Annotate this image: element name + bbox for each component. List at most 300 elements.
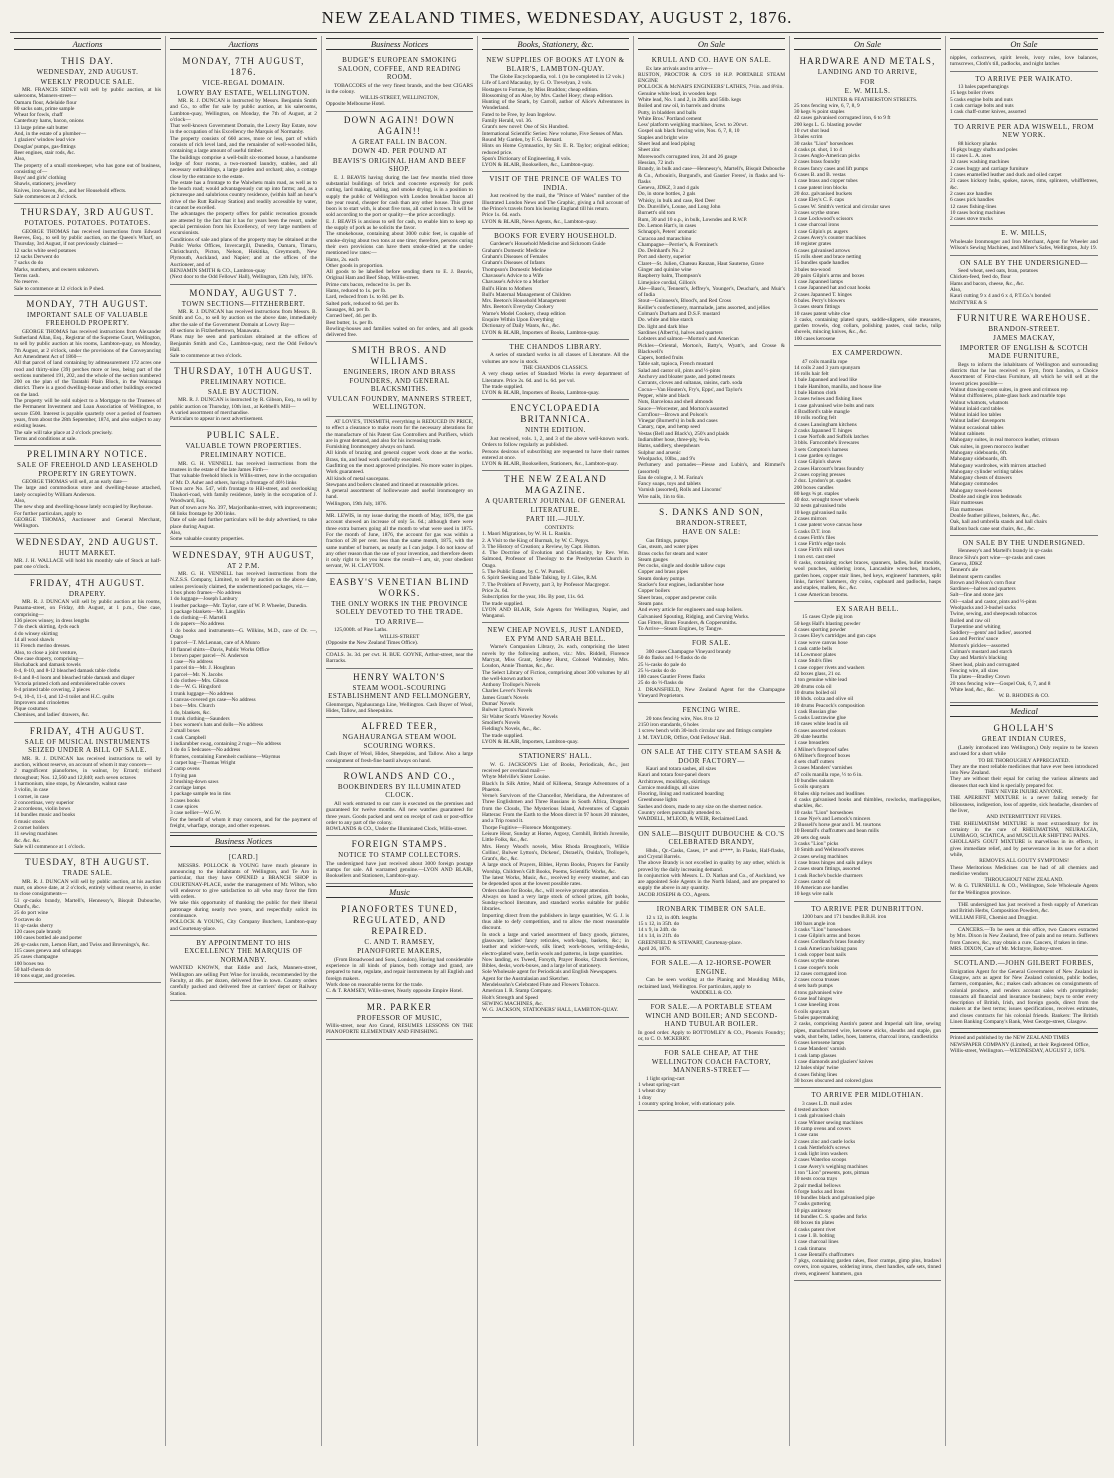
ad-line: 10 cwt shot lead (794, 127, 830, 134)
advertisement (326, 999, 473, 1040)
ad-line: 1 country spring broker, with stationary pole. (638, 1101, 736, 1107)
ad-line: 15 kegs boiler rivets (950, 90, 994, 97)
ad-heading: NOTICE TO STAMP COLLECTORS. (338, 851, 461, 860)
ad-line: Now landing, ex Tweed, Forsyth, Prayer Books, Church Services, Bibles, desks, work-boxes, and a large lot of stationery. (482, 956, 629, 970)
ad-line: MR. R. J. DUNCAN is instructed by R. Gibson, Esq., to sell by public auction on Thursday, 10th inst., at Kebbell's Mill— (170, 397, 317, 410)
ad-line: THE undersigned has just received a fresh supply of American and British Herbs, Composition Powders, &c. (950, 902, 1098, 915)
ad-line: Canterbury hams, bacon, onions (14, 118, 84, 125)
ad-line: 1 cask Roche's buckle charmers (794, 872, 863, 879)
ad-line: LYON & BLAIR, Booksellers, &c., Lambton-quay. (482, 162, 594, 169)
ad-line: POLLOCK & McNAB'S ENGINEERS' LATHES, 7½in. and 8½in. (638, 84, 784, 91)
ad-line: Sheet zinc (638, 147, 661, 154)
ad-line: C. & T. RAMSEY, Willis-street, Nearly opposite Empire Hotel. (326, 988, 463, 995)
ad-line: Champagne—Perrier's, & Freminet's (638, 241, 718, 248)
ad-line: Smollett's Novels (482, 719, 520, 726)
column-5 (634, 36, 790, 1446)
ad-line: Boiled and raw oil (950, 617, 990, 624)
ad-line: Graham's Domestic Medicine (482, 247, 547, 254)
ad-line: Country orders punctually attended to. (638, 810, 722, 817)
ad-line: 10 cases white lead in oil (794, 721, 849, 728)
ad-line: Marks, numbers, and owners unknown. (14, 266, 100, 273)
ad-line: Terms cash. (14, 272, 40, 279)
ad-line: 1 cask galvanised chain (794, 1113, 846, 1120)
ad-line: 3 casks, containing plated spurs, saddle-slippers, side measures, garden trowels, dog collars, polishing pastes, coal tacks, tulip shovels, mincing knives, &c., &c. (794, 316, 941, 336)
ad-line: 14 coils 2 and 3 yarn spunyarn (794, 364, 861, 371)
advertisement (950, 900, 1098, 925)
ad-line: Woolpacks and 3-bushel sacks (950, 605, 1016, 611)
ad-line: J. M. TAYLOR, Office, Odd Fellows' Hall. (638, 734, 731, 741)
ad-line: 10 cases patent white cloe (794, 310, 851, 317)
ad-line: 14 bundles music and books (14, 812, 76, 819)
ad-line: Hams, saddlery, sheepshears (638, 443, 700, 450)
ad-line: No reserve. (14, 279, 39, 286)
ad-line: Work done on reasonable terms for the trade. (326, 981, 424, 988)
ad-heading: DRAPERY. (68, 589, 107, 598)
ad-line: 1 do do 5 bedcases—No address (170, 747, 241, 754)
ad-line: Corned beef, 4d. per lb. (326, 313, 378, 320)
ad-line: 1 do, blankets, &c. (170, 709, 211, 716)
ad-line: 2 cases mirrors (794, 516, 827, 522)
ad-line: Stout—Guinness's, Blood's, and Red Cross (638, 298, 731, 305)
ad-line: 1 parcel tin—Mr. J. Houghton (170, 665, 235, 672)
ad-heading: E. W. MILLS, (1001, 229, 1047, 238)
ad-line: Boiled and raw oil, in barrels and drums (638, 103, 725, 110)
ad-heading: FOR SALE.—A 12-HORSE-POWER ENGINE. (651, 959, 772, 976)
ad-line: Mahogany towel-horses (950, 487, 1002, 494)
ad-line: Wire nails, 1in to 6in. (638, 493, 685, 500)
advertisement (794, 1088, 941, 1281)
ad-line: 1 cornet, in case (14, 793, 50, 800)
ad-line: 4 sets chaff cutters (794, 759, 835, 766)
ad-heading: ON SALE BY THE UNDERSIGNED— (960, 258, 1088, 267)
ad-line: Prime cuts bacon, reduced to 1s. per lb. (326, 281, 412, 288)
ad-line: 42 cases galvanised corrugated iron, 6 to 9 ft (794, 115, 891, 122)
ad-line: To Arrive—Steam Engines, by Tangye. (638, 626, 723, 633)
masthead-rule (10, 32, 1104, 33)
ad-line: 42 boxes glass, 21 oz. (794, 671, 842, 678)
ad-line: 1 do clothing—F. Martelli (170, 615, 227, 622)
ad-heading: EX SARAH BELL. (836, 604, 899, 613)
ad-heading: TO ARRIVE— (375, 617, 424, 626)
ad-line: 40 doz. wrought tower wheels (794, 497, 860, 504)
ad-line: 10 cases boring machines (950, 209, 1006, 216)
ad-line: 47 coils manilla rope (802, 358, 848, 365)
ad-line: 2 cases Harcourt's brass foundry (794, 465, 864, 472)
ad-line: LYON & BLAIR, Importers of Books, Lambton-quay. (482, 329, 600, 336)
ad-heading: A GREAT FALL IN BACON. (351, 137, 448, 146)
ad-line: 15 cases Clyde pig iron (802, 614, 853, 621)
ad-heading: PROFESSOR OF MUSIC, (356, 1013, 443, 1022)
ad-line: nipples, corkscrews, spirit levels, ivory rules, love balances, turnscrews, Cloth's till, padlocks, and night latches (950, 55, 1098, 68)
ad-line: 20 drums cola oil (794, 683, 832, 690)
ad-heading: HARDWARE AND METALS, (799, 56, 936, 66)
advertisement (638, 53, 785, 504)
ad-line: Saddlery—gents' and ladies', assorted (950, 630, 1032, 637)
ad-line: 51 qr-casks brandy, Martell's, Hennessy's, Bisquit Dubouche, Otard's, &c. (14, 897, 161, 910)
ad-line: 2 cases stove trucks (950, 216, 993, 223)
advertisement (950, 720, 1098, 900)
column-7 (946, 36, 1102, 1446)
ad-line: 4 casks patent rivet (794, 1226, 836, 1233)
ad-line: Price 2s. 6d. (482, 587, 509, 594)
ad-line: Sir Walter Scott's Waverley Novels (482, 713, 558, 720)
advertisement (950, 72, 1098, 120)
ad-heading: VICE-REGAL DOMAIN. (201, 79, 285, 87)
ad-line: Other goods in proportion. (326, 262, 384, 269)
ad-line: Dictionary of Daily Wants, &c., &c. (482, 323, 561, 330)
ad-line: 3 cases twines and fishing lines (794, 396, 862, 403)
ad-line: 14 bundles C. S. spades and forks (794, 1214, 867, 1221)
ad-line: Willis-street, near Aro Grand, RESUMES LESSONS ON THE PIANOFORTE ELEMENTARY AND FINISHING. (326, 1023, 473, 1036)
ad-line: American I. R. Stamp Company. (482, 988, 553, 995)
ad-line: 2 cases castor oil (794, 878, 831, 885)
ad-heading: BOOKBINDERS BY ILLUMINATED CLOCK. (337, 782, 462, 800)
section-heading: On Sale (638, 38, 785, 50)
ad-line: Hessian, 72 inch (638, 159, 674, 166)
ad-line: 1200 bars and 171 bundles B.B.H. iron (802, 914, 887, 921)
ad-heading: ON SALE—BISQUIT DUBOUCHE & CO.'S CELEBRATED BRANDY, (638, 829, 785, 847)
ad-line: Thompson's Domestic Medicine (482, 266, 552, 273)
ad-line: Mrs. Beeton's Household Management (482, 298, 566, 305)
ad-line: Hams, 2s. each (326, 256, 359, 263)
ad-line: 3 casks "Lion" horseshoes (794, 926, 851, 933)
advertisement (482, 471, 629, 623)
advertisement (14, 53, 161, 204)
ad-heading: BUDGE'S EUROPEAN SMOKING SALOON, COFFEE, AND READING ROOM. (338, 56, 461, 81)
ad-line: 1 brown paper parcel—N. Anderson (170, 652, 249, 659)
ad-line: 2 casks, comprising Austin's patent and Imperial salt line, sewing pipes, manufactured wire, kerosene sticks, sheaths and staple, gun wads, shot belts, ladles, hoes, lanterns, charcoal irons, candlesticks (794, 1021, 941, 1040)
ad-line: Walnut cabinets (950, 431, 985, 438)
ad-line: Hams, reduced to 1s. per lb. (326, 288, 387, 295)
ad-heading: EASBY'S VENETIAN BLIND WORKS. (329, 576, 470, 598)
ad-line: MR. R. J. DUNCAN has received instructions from Messrs. B. Smith and Co., to sell by auction on the above date, immediately after the sale of the Government Domain at Lowry Bay— (170, 309, 317, 328)
ad-line: Particulars to appear in next advertisement. (170, 416, 264, 423)
ad-line: GEORGE THOMAS, Auctioneer and General Merchant, Wellington. (14, 516, 161, 530)
ad-heading: BRANDON-STREET. (988, 324, 1060, 333)
ad-line: Perfumery and pomades—Piesse and Lubin's, and Rimmel's (assorted) (638, 462, 785, 475)
ad-line: 15 x 12, in 35ft. do (638, 920, 680, 927)
advertisement (482, 172, 629, 228)
ad-heading: FOR (859, 77, 876, 86)
ad-line: Shawls, stationery, jewellery (14, 181, 76, 188)
ad-line: Fated to be Free, by Jean Ingelow. (482, 111, 556, 118)
advertisement (326, 511, 473, 574)
ad-line: Graham's Diseases of Infants (482, 260, 545, 267)
ad-line: Can be seen working at the Planing and Moulding Mills, reclaimed land, Wellington. For particulars, apply to (638, 977, 785, 990)
ad-line: 20 tons fencing wire—Gospel Oak, 6, 7, and 8 (950, 680, 1051, 687)
ad-line: 3 cases steam fittings (794, 304, 840, 311)
ad-line: Wholesale Ironmonger and Iron Merchant, Agent for Wheeler and Wilson's Sewing Machines, and Milner's Safes, Wellington, July 19. (950, 238, 1098, 252)
ad-line: WILLIS-STREET, WELLINGTON, (360, 95, 439, 102)
ad-line: 1 case spices (170, 804, 198, 811)
ad-line: Gas fittings, pumps (646, 537, 689, 544)
ad-line: Gospel oak black fencing wire, Nos. 6, 7, 8, 10 (638, 128, 740, 135)
ad-heading: TO ARRIVE PER ADA WISWELL, FROM NEW YORK. (953, 122, 1095, 140)
ad-line: Grant's new novel: One of Six Hundred. (482, 124, 569, 131)
ad-line: Glenmorgan, Ngahauranga Line, Wellington. Cash Buyer of Wool, Hides, Tallow, and Sheepskins. (326, 701, 473, 715)
ad-line: Cornice mouldings, all sizes (638, 784, 700, 791)
ad-line: 1 case—No address (170, 659, 213, 666)
ad-line: Some valuable country properties. (170, 536, 244, 543)
ad-line: 1 case Nye's and Lemock's mincers (794, 815, 871, 822)
ad-line: 1 case Gilpin's shaves (794, 459, 842, 466)
ad-line: 6 cases B. and B. vestas (794, 172, 846, 179)
ad-line: A very cheap series of Standard Works in every department of Literature. Price 2s. 6d. and 1s. 6d. per vol. (482, 371, 629, 384)
ad-line: Mahogany commodes (950, 481, 998, 488)
ad-line: Emigration Agent for the General Government of New Zealand in Glasgow, acts as agent for New Zealand colonists, public bodies, farmers, companies, &c.; makes cash advances on consignments of colonial produce, and renders account sales with promptitude; transacts all financial and insurance business; buys to order every description of British, Irish, and foreign goods, direct from the makers at the best terms; issues specifications, receives estimates, and closes contracts for his colonial friends. Bankers: The British Linen Banking Company's Bank, West George-street, Glasgow. (950, 968, 1098, 1026)
ad-heading: E. W. MILLS. (844, 87, 891, 95)
ad-line: The undersigned have just received about 3000 foreign postage stamps for sale. All warranted genuine.—LYON AND BLAIR, Booksellers and Stationers, Lambton-quay. (326, 860, 473, 880)
advertisement (950, 925, 1098, 956)
ad-line: AND INTERMITTENT FEVERS. (986, 814, 1062, 821)
ad-line: Sole Wholesale agent for Periodicals and English Newspapers. (482, 969, 618, 976)
ad-line: 1 case wove canvas hose (794, 639, 848, 646)
ad-line: And, in the estate of a plumber— (14, 131, 87, 138)
advertisement (326, 836, 473, 883)
ad-line: Also, (14, 498, 26, 505)
ad-heading: SALE OF FREEHOLD AND LEASEHOLD PROPERTY IN GREYTOWN. (17, 461, 158, 478)
ad-line: 1 trunk clothing—Saunders (170, 715, 230, 722)
ad-line: Douglas' pumps, gas-fittings (14, 143, 76, 150)
ad-line: Woolpacks, 10lbs., and 9's (638, 455, 696, 462)
advertisement (950, 536, 1098, 704)
advertisement (638, 1046, 785, 1111)
ad-line: Gas Fitters, Brass Founders, & Coppersmiths. (638, 619, 738, 626)
ad-line: 4 Milner's fireproof safes (794, 746, 849, 753)
ad-line: Curacoa and maraschino (638, 235, 692, 242)
ad-line: A series of standard works in all classes of Literature. All the volumes are now in stock. (482, 352, 629, 365)
ad-line: Kauri and totara sashes, all sizes (646, 766, 717, 772)
ad-heading: SMITH BROS. AND WILLIAMS. (351, 345, 448, 367)
ad-line: 14 Lowmoor plates (794, 652, 836, 659)
ad-heading: JAMES MACKAY, (993, 334, 1055, 343)
ad-line: 11 cases L. A. axes (950, 153, 992, 160)
ad-line: 2. A Visit to the King of Burmah, by W. C. Pepys. (482, 537, 590, 544)
ad-line: Tennent's ale (950, 567, 978, 574)
ad-line: 10 casks "Lion" horseshoes (794, 809, 854, 816)
ad-line: 6 coils spunyarn (794, 1008, 830, 1015)
ad-heading: POTATOES. POTATOES. POTATOES. (24, 219, 151, 228)
ad-heading: S. DANKS AND SON, (659, 506, 764, 517)
ad-line: Warne's Companion Library, 2s. each, comprising the latest novels by the following authors, viz.: Mrs. Riddell, Florence Marryat, Miss Grant, Sydney Hurst, Colonel Walmsley, Mrs. Loudon, Annie Thomas, &c., &c. (482, 644, 629, 670)
ad-heading: BY APPOINTMENT TO HIS EXCELLENCY THE MARQUIS OF NORMANBY. (184, 938, 303, 964)
ad-heading: THURSDAY, 3RD AUGUST. (20, 207, 155, 218)
ad-line: Bulwer Lytton's Novels (482, 707, 533, 714)
ad-line: 1 package blankets—Mr. Laughlin (170, 608, 245, 615)
ad-line: 1 cask American baking pans (794, 945, 858, 952)
ad-heading: ENCYCLOPAEDIA BRITANNICA. (510, 403, 601, 425)
columns (10, 36, 1104, 1446)
ad-line: Ginger and quinine wine (638, 267, 692, 273)
ad-line: 3 casks "Lion" picks (794, 841, 839, 848)
ad-heading: WEDNESDAY, 2ND AUGUST. (36, 68, 139, 76)
ad-heading: VULCAN FOUNDRY, MANNERS STREET, WELLINGTON. (326, 394, 473, 412)
ad-line: Sashes and doors, made to any size on the shortest notice. (638, 803, 763, 810)
ad-line: Cocoa—Van Houten's, Fry's, Epps', and Taylor's (638, 386, 743, 393)
ad-line: MR. LEWIS, in my issue during the month of May, 1876, the gas account showed an increase of only 5s. 6d.; although there were three extra burners going all the month to what were used in 1875. For the month of June, 1876, the account for gas was within a fraction of 28 per cent. less than the same month, 1875, with the same number of burners, as nearly as I can judge. I do not know of any other reason than the use of your invention, and therefore deem it only right to let you know the result—I am, sir, your obedient servant, W. H. CLAYTON. (326, 513, 473, 570)
ad-line: Varnish (assorted), Rolls and Lincoms' (638, 487, 722, 494)
ad-heading: THIS DAY. (61, 56, 114, 66)
ad-line: Sauce—Worcester, and Morton's assorted (638, 405, 728, 412)
ad-line: Whisky, in bulk and case, Red Deer (638, 197, 716, 204)
advertisement (950, 226, 1098, 255)
ad-line: 1 harmonium, nine stops, by Alexandre, walnut case (14, 780, 127, 787)
ad-line: 10 drums boiled oil (794, 689, 837, 696)
ad-line: Dumas' Novels (482, 701, 515, 708)
ad-heading: FOR SALE. (691, 639, 732, 648)
ad-line: Bull's Maternal Management of Children (482, 291, 571, 298)
ad-line: 2 cases sewing machines (794, 853, 848, 860)
ad-line: 4 sets barb pumps (794, 983, 833, 990)
ad-heading: FENCING WIRE. (682, 706, 741, 715)
ad-heading: THE NEW ZEALAND MAGAZINE. (504, 474, 607, 496)
ad-heading: VISIT OF THE PRINCE OF WALES TO INDIA. (489, 175, 622, 192)
ad-line: Genuine white lead, in wooden kegs (638, 90, 717, 97)
ad-line: Morton's pickles—assorted (950, 642, 1009, 649)
ad-line: Canary, rape, and hemp seed (638, 424, 700, 431)
ad-line: 10 American axe handles (794, 885, 849, 892)
ad-line: 2 cases Waterloo scoops (794, 1157, 847, 1164)
advertisement (326, 901, 473, 999)
ad-line: MR. FRANCIS SIDEY will sell by public auction, at his salerooms, Manners-street— (14, 87, 161, 100)
ad-line: LYON AND BLAIR, Sole Agents for Wellington, Napier, and Wanganui. (482, 606, 629, 620)
ad-line: 5 bales papermaking (794, 1014, 839, 1021)
ad-line: Hennessy's and Martell's brandy in qr-casks (958, 548, 1053, 555)
ad-line: 12 x 12, in 40ft. lengths (646, 914, 698, 921)
ad-line: MR. R. J. DUNCAN will sell by public auction at his rooms, Panama-street, on Friday, 4th August, at 1 p.m., One case, comprising— (14, 599, 161, 618)
ad-line: Walnut whatnots, whatnots (950, 399, 1009, 406)
ad-line: 12 bales ships' twine (794, 1065, 839, 1072)
ad-line: 7 pkgs, containing garden rakes, floor cramps, gimp pins, bradawl covers, iron squares, soldering irons, chest handles, safe sets, tinned rivets, engineers' hammers, gun (794, 1258, 941, 1277)
ad-line: Wellington, 19th July, 1876. (326, 500, 387, 507)
ad-line: 2 cases Avery's counter machines (794, 235, 866, 242)
ad-line: Geneva, JDKZ, 3 and 4 gals (638, 185, 699, 192)
ad-line: 1 bale Hamon cloth (794, 390, 837, 397)
ad-line: (Next door to the Odd Fellows' Hall), Wellington, 12th July, 1876. (170, 274, 313, 281)
advertisement (638, 1000, 785, 1046)
ad-line: Warne's Model Cookery, cheap edition (482, 310, 566, 317)
ad-line: Mahogany suites, in real morocco leather, crimson (950, 437, 1060, 444)
section-heading: Medical (950, 705, 1098, 717)
ad-line: Oil—salad and castor, pints and ½-pints (950, 598, 1037, 605)
ad-line: 1 case Eley's C. F. caps (794, 197, 845, 204)
ad-line: Putty, in bladders and balls (638, 109, 697, 116)
ad-line: 1 case patent wove canvas hose (794, 522, 863, 529)
ad-line: 1 case American brooms. (794, 591, 849, 598)
ad-heading: TO ARRIVE PER WAIKATO. (975, 74, 1073, 83)
ad-heading: TRADE SALE. (62, 869, 113, 878)
ad-line: 1 indiarubber swag, containing 2 rugs—No address (170, 741, 281, 748)
ad-line: 1 do clothes—Mrs. Gibson (170, 678, 229, 685)
ad-line: Blossoming of an Aloe, by Mrs. Cashel Hoey; cheap edition. (482, 92, 614, 99)
ad-line: 1. Maori Migrations, by W. H. L. Rankin. (482, 531, 572, 538)
ad-line: 2 camp ovens (170, 766, 200, 773)
ad-line: 1 cask tinmans (794, 1245, 827, 1252)
ad-line: Do. white and blue starch (638, 317, 694, 324)
ad-line: Spon's Dictionary of Engineering, 8 vols. (482, 155, 572, 162)
ad-line: 50 kegs Hall's blasting powder (794, 620, 861, 627)
ad-line: The latest Works, Music, &c., received by every steamer, and can be depended upon at the lowest possible rates. (482, 875, 629, 888)
ad-line: E. J. BEAVIS is anxious to sell for cash, to enable him to keep up the supply of pork as he solicits the favor. (326, 218, 473, 232)
ad-line: 3 cases scythe stones (794, 209, 840, 216)
ad-line: Mahogany cylinder writing tables (950, 468, 1023, 475)
ad-line: 3 cases Eley's cartridges and gun caps (794, 633, 876, 640)
ad-line: 2 brushing-down saws (170, 778, 219, 785)
ad-line: 3 bales tea-wood (794, 266, 831, 273)
ad-line: 2150 iron standards, 6 holes (638, 722, 699, 729)
ad-line: LYON & BLAIR, Importers of Books, Lambton-quay. (482, 390, 600, 397)
ad-line: Agent for the Australasian and Sketcher. (482, 975, 570, 982)
ad-line: 47 coils manilla rope, ½ to 6 in. (794, 771, 863, 778)
ad-line: Steam gauges (638, 556, 668, 563)
ad-line: All kinds of metal saucepans. (326, 475, 390, 482)
column-3 (322, 36, 478, 1446)
ad-line: Sardines—halves and quarters (950, 586, 1016, 593)
ad-line: 2 Bussell's horse gear and I. M. tourtons (794, 822, 881, 829)
advertisement (638, 703, 785, 745)
ad-line: The buildings comprise a well-built six-roomed house, a handsome lodge of four rooms, a two-roomed laundry, stables, and all necessary outbuildings, a large garden and orchard; also, a cottage close by the entrance to the estate. (170, 154, 317, 180)
ad-line: Hams and bacon, cheese, &c., &c. (950, 280, 1025, 287)
ad-line: Sale to commence at 12 o'clock in P shed. (14, 285, 105, 292)
ad-line: Mahogany sideboards, 6ft. (950, 449, 1008, 456)
ad-line: SEWING MACHINES, &c. (482, 1000, 544, 1007)
ad-line: The property will be sold subject to a Mortgage to the Trustees of the Permanent Investment and Loan Association of Wellington, to secure £500. Interest is payable quarterly over a period of fourteen years, from about the 28th September, 1874, and also subject to any existing leases. (14, 398, 161, 430)
ad-line: These Meritorious Medicines can be had of all chemists and medicine vendors (950, 864, 1098, 877)
ad-line: Galvanised Spouting, Ridging, and Curving Works. (638, 613, 750, 620)
ad-line: 2 accordeons, violin bows (14, 806, 71, 813)
ad-line: 1 leather package—Mr. Taylor, care of W. P. Wheeler, Dunedin. (170, 602, 308, 609)
ad-line: Enquire Within Upon Everything (482, 317, 554, 323)
ad-line: Orders taken for Books, &c., will receive prompt attention. (482, 887, 610, 894)
section-heading: Books, Stationery, &c. (482, 38, 629, 50)
column-6 (790, 36, 946, 1446)
ad-line: 1 box women's hats and dolls—No address (170, 722, 263, 729)
advertisement (326, 650, 473, 669)
ad-line: 2 cases zinc and castle locks (794, 1138, 856, 1145)
ad-line: 1 case Gilpin's arms and boxes (794, 933, 861, 940)
ad-line: A varied assortment of merchandise. (170, 410, 249, 417)
ad-line: 180 cases Gautier Freres flasks (638, 674, 706, 681)
ad-line: April 26, 1876. (638, 946, 671, 953)
ad-line: POLLOCK & YOUNG, City Company Butchers, Lambton-quay and Courtenay-place. (170, 919, 317, 932)
ad-line: 8-4, 8-10, and 8-12 bleached damask table cloths (14, 668, 120, 675)
ad-line: TOBACCOES of the very finest brands, and the best CIGARS in the colony. (326, 82, 473, 95)
ad-line: 1 cask Nettlefold's screws (794, 1144, 850, 1151)
advertisement (638, 956, 785, 1000)
ad-heading: PUBLIC SALE. (206, 429, 281, 440)
ad-line: The new shop and dwelling-house lately occupied by Reyhouse. (14, 504, 153, 511)
ad-line: Mrs. Henry Wood's novels, Miss Rhoda Broughton's, Wilkie Collins', Bulwer Lytton's, Dickens', Disraeli's, Ouida's, Trollope's, Grant's, &c., &c. (482, 843, 629, 863)
advertisement (950, 310, 1098, 536)
ad-heading: EX CAMPERDOWN. (832, 349, 903, 358)
ad-line: Seed wheat, seed oats, bran, potatoes (958, 268, 1038, 275)
ad-line: 6 cases kerosene lamps (794, 1040, 845, 1047)
ad-heading: ON SALE AT THE CITY STEAM SASH & DOOR FACTORY— (641, 748, 782, 765)
ad-line: Knives, iron-haven, &c., and her Household effects. (14, 187, 127, 194)
ad-line: Conditions of sale and plans of the property may be obtained at the Public Works Offices, Invercargill, Dunedin, Oamaru, Timaru, Christchurch, Picton, Nelson, Hokitika, Greymouth, New Plymouth, Auckland, and Napier; and at the offices of the Auctioneer, and of (170, 236, 317, 268)
ad-line: 2 cases copying presses (794, 471, 846, 478)
ad-line: Cornflour—Brown and Polson's (638, 411, 708, 418)
advertisement (14, 854, 161, 983)
ad-line: Brown and Polson's corn flour (950, 579, 1016, 586)
ad-line: Best butter, 1s. per lb. (326, 319, 374, 326)
advertisement (638, 636, 785, 703)
ad-heading: VALUABLE TOWN PROPERTIES. (185, 441, 302, 450)
ad-line: 2 cornet holders (14, 825, 49, 832)
ad-line: Fancy soaps, toys and tablets (638, 481, 701, 488)
ad-line: Walnut chiffonieres, plate-glass back and marble tops (950, 393, 1066, 400)
ad-line: 136 pieces winsey, in dress lengths (14, 618, 90, 625)
